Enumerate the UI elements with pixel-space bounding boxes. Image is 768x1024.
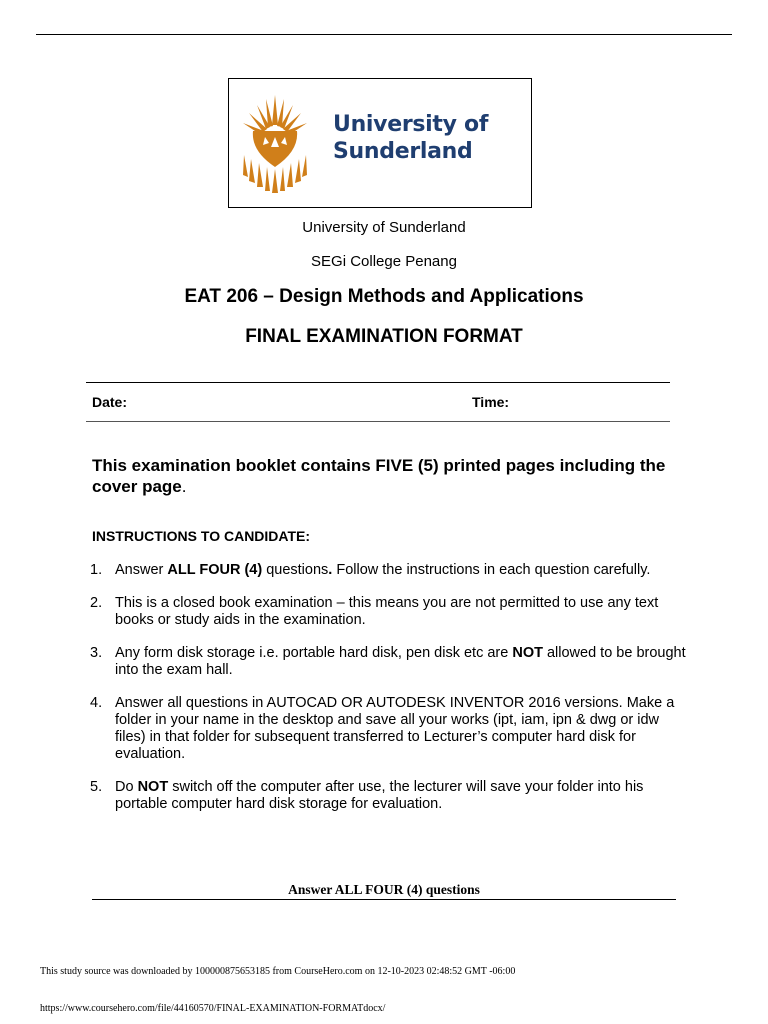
instruction-number: 5.	[90, 779, 103, 795]
time-label: Time:	[472, 394, 510, 410]
instruction-text	[115, 645, 690, 679]
instruction-run: questions	[262, 562, 329, 578]
document-title: FINAL EXAMINATION FORMAT	[245, 326, 523, 347]
answer-heading-rule	[92, 899, 676, 900]
instructions-list	[90, 562, 690, 829]
booklet-notice-period: .	[181, 477, 187, 496]
logo-wordmark	[333, 111, 488, 165]
instruction-run: Answer all questions in AUTOCAD OR AUTODESK INVENTOR 2016 versions. Make a folder in your name in the desktop and save all your works (ipt, iam, ipn & dwg or idw files) in that folder for subsequent transferred to Lecturer’s computer hard disk for evaluation.	[115, 695, 675, 762]
logo-line-2: Sunderland	[333, 139, 473, 164]
instruction-item	[90, 645, 690, 679]
instruction-run: This is a closed book examination – this means you are not permitted to use any text books or study aids in the examination.	[115, 595, 659, 628]
instruction-item	[90, 695, 690, 763]
instruction-number: 4.	[90, 695, 103, 711]
instruction-emphasis: .	[328, 562, 333, 578]
answer-all-heading: Answer ALL FOUR (4) questions	[288, 882, 480, 897]
instruction-run: Follow the instructions in each question carefully.	[332, 562, 651, 578]
university-name: University of Sunderland	[302, 219, 466, 236]
instruction-number: 2.	[90, 595, 103, 611]
instruction-text	[115, 562, 690, 579]
instruction-run: Answer	[115, 562, 168, 578]
download-note: This study source was downloaded by 100000875653185 from CourseHero.com on 12-10-2023 02:48:52 GMT -06:00	[40, 966, 516, 977]
instruction-item	[90, 779, 690, 813]
instruction-emphasis: NOT	[137, 779, 169, 795]
course-title: EAT 206 – Design Methods and Applications	[184, 286, 584, 307]
instruction-run: switch off the computer after use, the lecturer will save your folder into his portable computer hard disk storage for evaluation.	[115, 779, 644, 812]
source-url[interactable]: https://www.coursehero.com/file/44160570/FINAL-EXAMINATION-FORMATdocx/	[40, 1003, 386, 1014]
booklet-notice-text: This examination booklet contains FIVE (5) printed pages including the cover page	[92, 456, 666, 496]
instructions-heading: INSTRUCTIONS TO CANDIDATE:	[92, 528, 311, 544]
date-label: Date:	[92, 394, 128, 410]
instruction-item	[90, 595, 690, 629]
instruction-item	[90, 562, 690, 579]
instruction-run: Do	[115, 779, 138, 795]
instruction-emphasis: ALL FOUR (4)	[167, 562, 263, 578]
college-name: SEGi College Penang	[311, 253, 457, 270]
date-time-bottom-rule	[86, 421, 670, 422]
instruction-text	[115, 779, 690, 813]
instruction-text	[115, 595, 690, 629]
top-divider	[36, 34, 732, 35]
instruction-run: allowed to be brought into the exam hall.	[115, 645, 686, 678]
sunburst-emblem-icon	[239, 85, 311, 199]
instruction-number: 1.	[90, 562, 103, 578]
instruction-run: Any form disk storage i.e. portable hard disk, pen disk etc are	[115, 645, 513, 661]
instruction-number: 3.	[90, 645, 103, 661]
booklet-notice	[92, 455, 692, 497]
university-logo	[228, 78, 532, 208]
instruction-text	[115, 695, 690, 763]
date-time-top-rule	[86, 382, 670, 383]
logo-line-1: University of	[333, 112, 489, 137]
instruction-emphasis: NOT	[512, 645, 543, 661]
